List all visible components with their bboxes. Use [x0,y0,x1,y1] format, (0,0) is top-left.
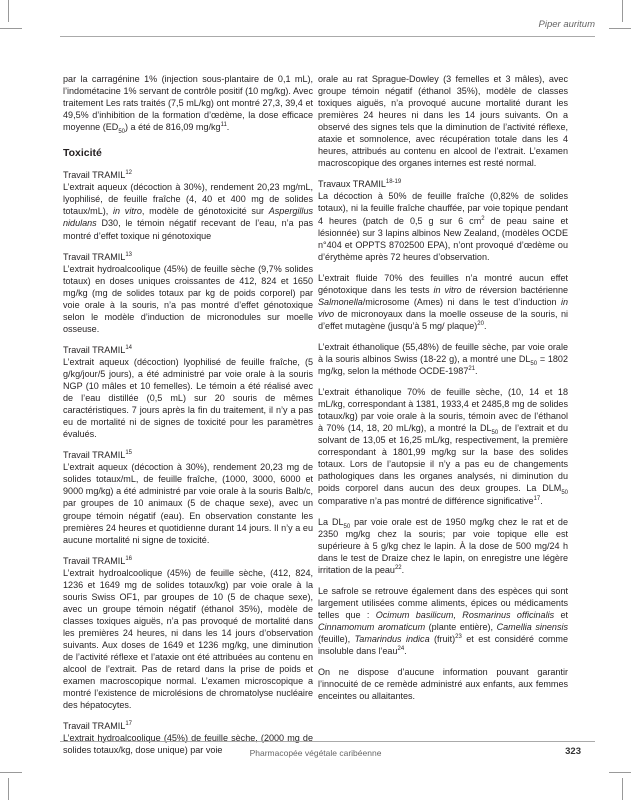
crop-mark [622,0,623,22]
left-column [63,73,313,756]
crop-mark [8,0,9,22]
work-heading: Travail TRAMIL$^{13}$ [63,251,133,262]
crop-mark [8,778,9,800]
crop-mark [0,772,22,773]
right-column [318,73,568,702]
work-heading: Travail TRAMIL$^{12}$ [63,170,133,181]
work-paragraph: L’extrait aqueux (décoction) lyophilisé de feuille fraîche, (5 g/kg/jour/5 jours), a été administré par voie orale à la souris NGP (10 mâles et 10 femelles). Le témoin a été réalisé avec de l’eau distillée (0,5 mL) sur 20 souris de mêmes caractéristiques. 7 jours après la fin du traitement, il n’y a pas eu de mortalité ni de signes de toxicité pour les paramètres évalués. [63,356,313,440]
work-paragraph: L’extrait hydroalcoolique (45%) de feuille sèche, (2000 mg de solides totaux/kg, dose unique) par voie [63,733,313,756]
work-heading: Travail TRAMIL$^{16}$ [63,555,133,566]
work-heading: Travail TRAMIL$^{17}$ [63,721,133,732]
footer-divider [60,741,595,742]
footer-title: Pharmacopée végétale caribéenne [249,748,382,758]
section-title-toxicite: Toxicité [63,147,102,160]
running-header: Piper auritum [538,19,595,30]
crop-mark [609,28,631,29]
page-number: 323 [565,746,581,757]
work-paragraph: L’extrait aqueux (décoction à 30%), rendement 20,23 mg de solides totaux/mL, de feuille fraîche, (1000, 3000, 6000 et 9000 mg/kg) a été administré par voie orale à la souris Balb/c, par groupes de 10 animaux (5 de chaque sexe), avec un groupe témoin négatif (eau). En observation constante les premières 24 heures et quotidienne durant 14 jours. Il n’y a eu aucune mortalité ni signe de toxicité. [63,462,313,545]
work-heading: Travaux TRAMIL$^{18-19}$ [318,179,402,190]
intro-paragraph: par la carragénine 1% (injection sous-plantaire de 0,1 mL), l’indométacine 1% servant de contrôle positif (10 mg/kg). Avec traitement Les rats traités (7,5 mL/kg) ont montré 27,3, 39,4 et 49,5% d’inhibition de la formation d’œdème, la dose efficace moyenne $(ED_{50})$ a été de 816,09 $mg/kg^{11}$. [63,74,313,135]
work-paragraph: L’extrait aqueux (décoction à 30%), rendement 20,23 mg/mL, lyophilisé, de feuille fraîche (4, 40 et 400 mg de solides totaux/mL), in vitro, modèle de génotoxicité sur Aspergillus nidulans D30, le témoin négatif recevant de l’eau, n’a pas montré d’effet toxique ni génotoxique [63,182,314,241]
fluid-extract-paragraph: L’extrait fluide 70% des feuilles n’a montré aucun effet génotoxique dans les tests in vitro de réversion bactérienne Salmonella/microsome (Ames) ni dans le test d’induction in vivo de micronoyaux dans la moelle osseuse de la souris, ni d’effet mutagène (jusqu’à 5 mg/ plaque)$^{20}$. [318,272,569,331]
work-paragraph: L’extrait hydroalcoolique (45%) de feuille sèche, (412, 824, 1236 et 1649 mg de solides totaux/kg) par voie orale à la souris Swiss OF1, par groupes de 10 (5 de chaque sexe), avec un groupe témoin négatif (éthanol 35%), modèle de classes toxiques aiguës, n’a pas provoqué de mortalité dans les premières 24 heures, ni dans les 14 jours d’observation suivants. Aux doses de 1649 et 1236 mg/kg, une diminution de l’activité réflexe et l’ataxie ont été attribuées au contenu en alcool de l’extrait. Pas de retard dans la prise de poids et examen macroscopique normal. L’examen microscopique a montré l’existence de microlésions de chromatolyse nucléaire des hépatocytes. [63,567,313,711]
final-paragraph: On ne dispose d’aucune information pouvant garantir l’innocuité de ce remède administré aux enfants, aux femmes enceintes ou allaitantes. [318,667,568,702]
crop-mark [622,778,623,800]
crop-mark [0,28,22,29]
header-divider [60,36,595,37]
crop-mark [609,772,631,773]
ethanolic-70-paragraph: L’extrait éthanolique 70% de feuille sèche, (10, 14 et 18 mL/kg, correspondant à 1381, 1933,4 et 2485,8 mg de solides totaux/kg) par voie orale à la souris, témoin avec de l’éthanol à 70% (14, 18, 20 mL/kg), a montré la $DL_{50}$ de l’extrait et du solvant de 13,05 et 16,25 mL/kg, respectivement, la première correspondant à 1801,99 mg/kg sur la base des solides totaux. Lors de l’autopsie il n’y a pas eu de changements pathologiques dans les organes analysés, ni diminution du poids corporel dans aucun des deux groupes. La $DLM_{50}$ comparative n’a pas montré de différence significative$^{17}$. [318,387,568,506]
work-heading: Travail TRAMIL$^{15}$ [63,450,133,461]
work-paragraph: L’extrait hydroalcoolique (45%) de feuille sèche (9,7% solides totaux) en doses uniques croissantes de 412, 824 et 1650 mg/kg (mg de solides totaux par kg de poids corporel) par voie orale à la souris, n’a pas montré d’effet génotoxique selon le modèle d’induction de micronodules sur moelle osseuse. [63,263,313,334]
ethanolic-extract-paragraph: L’extrait éthanolique (55,48%) de feuille sèche, par voie orale à la souris albinos Swiss (18-22 g), a montré une $DL_{50} = 1802$ mg/kg, selon la méthode OCDE-1987$^{21}$. [318,341,568,377]
safrole-paragraph: Le safrole se retrouve également dans des espèces qui sont largement utilisées comme aliments, épices ou médicaments telles que : Ocimum basilicum, Rosmarinus officinalis et Cinnamomum aromaticum (plante entière), Camellia sinensis (feuille), Tamarindus indica (fruit)$^{23}$ et est considéré comme insoluble dans l’eau$^{24}$. [318,585,569,657]
dl50-paragraph: La $DL_{50}$ par voie orale est de 1950 mg/kg chez le rat et de 2350 mg/kg chez la souris; par voie topique elle est supérieure à 5 g/kg chez le lapin. À la dose de 500 mg/24 h dans le test de Draize chez le lapin, on enregistre une légère irritation de la peau$^{22}$. [318,516,568,575]
work-heading: Travail TRAMIL$^{14}$ [63,344,133,355]
continued-paragraph: orale au rat Sprague-Dowley (3 femelles et 3 mâles), avec groupe témoin négatif (éthanol 35%), modèle de classes toxiques aiguës, n’a provoqué aucune mortalité durant les premières 24 heures ni dans les 14 jours suivants. On a observé des signes tels que la diminution de l’activité réflexe, ataxie et somnolence, avec récupération totale dans les 4 heures, attribués au contenu en alcool de l’extrait. L’examen macroscopique des organes internes est resté normal. [318,74,568,169]
work-paragraph: La décoction à 50% de feuille fraîche (0,82% de solides totaux), ni la feuille fraîche chauffée, par voie topique pendant 4 heures (patch de 0,5 g sur 6 $cm^2$ de peau saine et lésionnée) sur 3 lapins albinos New Zealand, (modèles OCDE n°404 et OPPTS 8702500 EPA), n’ont provoqué d’œdème ou d’érythème après 72 heures d’observation. [318,191,568,262]
